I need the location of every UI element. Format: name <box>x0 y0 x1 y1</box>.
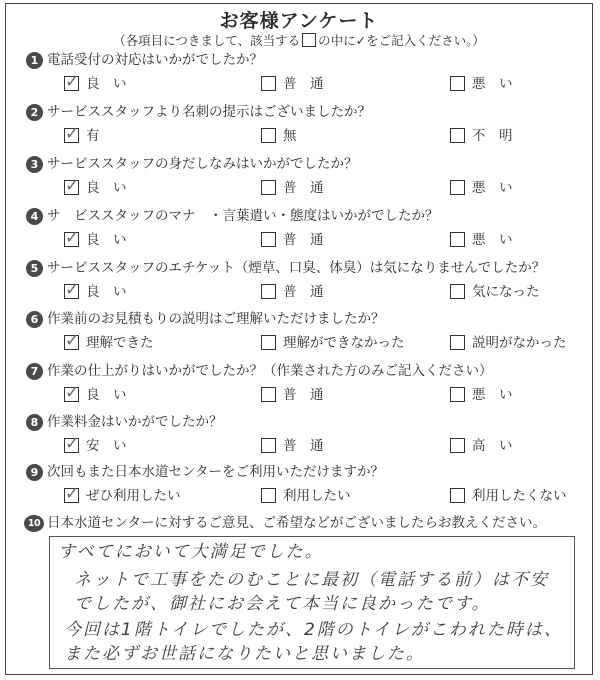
checkbox[interactable] <box>64 228 80 248</box>
checkbox[interactable] <box>64 484 80 504</box>
option-label: 気になった <box>472 284 540 300</box>
question-7 <box>6 363 592 411</box>
question-text: 作業の仕上がりはいかがでしたか？（作業された方のみご記入ください） <box>47 363 493 379</box>
question-3 <box>6 156 592 204</box>
option-label: 理解ができなかった <box>283 335 405 351</box>
option-label: 良 い <box>86 180 127 196</box>
option-label: 説明がなかった <box>472 335 567 351</box>
checkbox[interactable] <box>261 284 276 299</box>
checkbox[interactable] <box>450 76 465 91</box>
option-label: 良 い <box>86 232 127 248</box>
checkbox-sample-icon <box>302 33 316 47</box>
comment-line: でしたが、御社にお会えて本当に良かったです。 <box>74 594 491 614</box>
checkbox[interactable] <box>450 180 465 195</box>
question-text: サービススタッフの身だしなみはいかがでしたか？ <box>47 156 358 172</box>
checkbox[interactable] <box>261 387 276 402</box>
instruction-line <box>6 31 592 49</box>
question-number-badge: 1 <box>26 52 43 69</box>
option-label: 普 通 <box>283 438 324 454</box>
question-6 <box>6 311 592 359</box>
checkbox[interactable] <box>261 488 276 503</box>
question-2 <box>6 104 592 152</box>
question-number-badge: 8 <box>26 414 43 431</box>
option-label: 良 い <box>86 387 127 403</box>
option-label: 悪 い <box>472 76 513 92</box>
question-number-badge: 2 <box>26 104 43 121</box>
question-text: サ ビススタッフのマナ ・言葉遣い・態度はいかがでしたか？ <box>47 208 439 224</box>
option-label: 不 明 <box>472 128 513 144</box>
option-label: 無 <box>283 128 297 144</box>
question-9 <box>6 464 592 512</box>
page-title: お客様アンケート <box>219 10 379 32</box>
checkbox[interactable] <box>450 438 465 453</box>
option-label: 普 通 <box>283 284 324 300</box>
checkbox[interactable] <box>450 335 465 350</box>
question-1 <box>6 52 592 100</box>
question-text: 次回もまた日本水道センターをご利用いただけますか？ <box>47 464 384 480</box>
checkbox[interactable] <box>64 176 80 196</box>
checkbox[interactable] <box>450 488 465 503</box>
check-mark-icon: ✓ <box>355 33 367 48</box>
check-mark-icon: ✓ <box>65 176 80 196</box>
option-label: 悪 い <box>472 180 513 196</box>
instruction-text-after: をご記入ください。） <box>366 33 485 48</box>
checkbox[interactable] <box>64 280 80 300</box>
checkbox[interactable] <box>64 434 80 454</box>
checkbox[interactable] <box>450 232 465 247</box>
checkbox[interactable] <box>261 180 276 195</box>
option-label: 普 通 <box>283 76 324 92</box>
question-text: サービススタッフより名刺の提示はございましたか？ <box>47 104 371 120</box>
question-8 <box>6 414 592 462</box>
check-mark-icon: ✓ <box>65 484 80 504</box>
question-5 <box>6 260 592 308</box>
check-mark-icon: ✓ <box>65 331 80 351</box>
comment-line: ネットで工事をたのむことに最初（電話する前）は不安 <box>74 570 549 590</box>
checkbox[interactable] <box>261 232 276 247</box>
option-label: 有 <box>86 128 100 144</box>
option-label: ぜひ利用したい <box>86 488 181 504</box>
instruction-text-middle: の中に <box>318 33 356 48</box>
comment-line: すべてにおいて大満足でした。 <box>58 542 324 562</box>
check-mark-icon: ✓ <box>65 124 80 144</box>
question-number-badge: 3 <box>26 156 43 173</box>
option-label: 理解できた <box>86 335 154 351</box>
comment-box[interactable] <box>49 536 575 669</box>
option-label: 安 い <box>86 438 127 454</box>
option-label: 普 通 <box>283 180 324 196</box>
checkbox[interactable] <box>450 284 465 299</box>
check-mark-icon: ✓ <box>65 280 80 300</box>
option-label: 悪 い <box>472 232 513 248</box>
question-text: 電話受付の対応はいかがでしたか？ <box>47 52 263 68</box>
comment-line: 今回は1階トイレでしたが、2階のトイレがこわれた時は、 <box>64 620 563 640</box>
option-label: 良 い <box>86 76 127 92</box>
question-text: サービススタッフのエチケット（煙草、口臭、体臭）は気になりませんでしたか？ <box>47 260 546 276</box>
option-label: 普 通 <box>283 387 324 403</box>
instruction-text-before: （各項目につきまして、該当する <box>113 33 301 48</box>
question-number-badge: 5 <box>26 260 43 277</box>
question-text: 作業前のお見積もりの説明はご理解いただけましたか？ <box>47 311 385 327</box>
question-number-badge: 10 <box>24 515 44 532</box>
check-mark-icon: ✓ <box>65 72 80 92</box>
check-mark-icon: ✓ <box>65 383 80 403</box>
question-number-badge: 7 <box>26 363 43 380</box>
question-4 <box>6 208 592 256</box>
checkbox[interactable] <box>261 335 276 350</box>
checkbox[interactable] <box>64 383 80 403</box>
checkbox[interactable] <box>64 124 80 144</box>
option-label: 利用したくない <box>472 488 567 504</box>
checkbox[interactable] <box>64 72 80 92</box>
checkbox[interactable] <box>64 331 80 351</box>
option-label: 悪 い <box>472 387 513 403</box>
question-number-badge: 4 <box>26 208 43 225</box>
comment-line: また必ずお世話になりたいと思いました。 <box>64 644 425 664</box>
survey-sheet <box>5 3 593 675</box>
question-text: 日本水道センターに対するご意見、ご希望などがございましたらお教えください。 <box>47 515 546 531</box>
question-number-badge: 9 <box>26 464 43 481</box>
option-label: 高 い <box>472 438 513 454</box>
option-label: 普 通 <box>283 232 324 248</box>
check-mark-icon: ✓ <box>65 228 80 248</box>
checkbox[interactable] <box>450 128 465 143</box>
option-label: 良 い <box>86 284 127 300</box>
checkbox[interactable] <box>261 438 276 453</box>
checkbox[interactable] <box>261 76 276 91</box>
checkbox[interactable] <box>450 387 465 402</box>
question-text: 作業料金はいかがでしたか？ <box>47 414 223 430</box>
option-label: 利用したい <box>283 488 351 504</box>
checkbox[interactable] <box>261 128 276 143</box>
question-number-badge: 6 <box>26 311 43 328</box>
check-mark-icon: ✓ <box>65 434 80 454</box>
